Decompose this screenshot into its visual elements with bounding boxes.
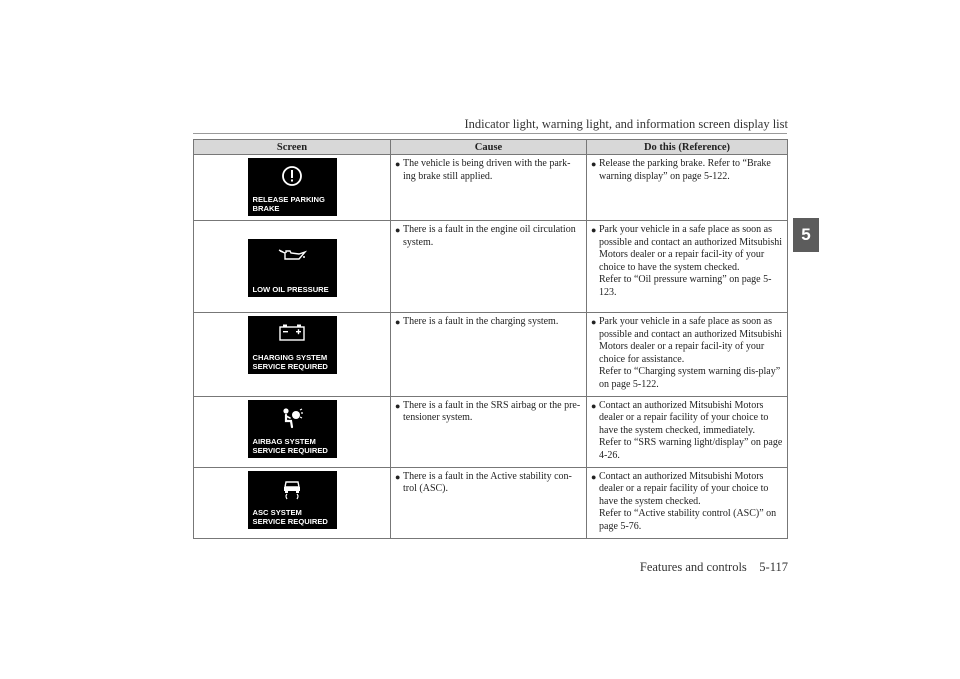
table-header-row bbox=[194, 140, 788, 155]
action-cell: ● Contact an authorized Mitsubishi Motors dealer or a repair facility of your choice to have the system checked. Refer to “Active stability control (ASC)” on page 5-76. bbox=[587, 467, 788, 538]
table-row bbox=[194, 221, 788, 313]
display-screen bbox=[248, 239, 337, 297]
display-screen bbox=[248, 316, 337, 374]
action-text: Release the parking brake. Refer to “Brake warning display” on page 5-122. bbox=[599, 158, 771, 182]
cause-cell: ● There is a fault in the engine oil circulation system. bbox=[391, 221, 587, 313]
page-footer bbox=[640, 560, 788, 575]
column-header-screen: Screen bbox=[194, 140, 391, 155]
action-text: Park your vehicle in a safe place as soon as possible and contact an authorized Mitsubishi Motors dealer or a repair facil-ity of your choice for assistance. Refer to “Charging system warning dis-play” on page 5-122. bbox=[599, 316, 783, 390]
table-row bbox=[194, 396, 788, 467]
action-cell: ● Release the parking brake. Refer to “Brake warning display” on page 5-122. bbox=[587, 155, 788, 221]
screen-cell bbox=[194, 313, 391, 397]
screen-label: RELEASE PARKING BRAKE bbox=[252, 195, 325, 213]
column-header-action: Do this (Reference) bbox=[587, 140, 788, 155]
screen-label: LOW OIL PRESSURE bbox=[252, 285, 329, 294]
screen-label: CHARGING SYSTEM SERVICE REQUIRED bbox=[252, 353, 328, 371]
indicator-table bbox=[193, 139, 788, 539]
airbag-icon bbox=[280, 407, 304, 429]
cause-text: The vehicle is being driven with the park-ing brake still applied. bbox=[403, 158, 571, 182]
table-row bbox=[194, 313, 788, 397]
battery-icon bbox=[278, 323, 306, 341]
display-screen bbox=[248, 158, 337, 216]
page-header-title: Indicator light, warning light, and information screen display list bbox=[464, 117, 788, 131]
screen-cell bbox=[194, 396, 391, 467]
cause-cell: ● There is a fault in the SRS airbag or the pre-tensioner system. bbox=[391, 396, 587, 467]
table-row bbox=[194, 155, 788, 221]
screen-cell bbox=[194, 221, 391, 313]
skidding-car-icon bbox=[282, 478, 302, 500]
oil-can-icon bbox=[277, 246, 307, 262]
action-text: Contact an authorized Mitsubishi Motors dealer or a repair facility of your choice to have the system checked. Refer to “Active stability control (ASC)” on page 5-76. bbox=[599, 470, 777, 532]
screen-cell bbox=[194, 155, 391, 221]
action-text: Contact an authorized Mitsubishi Motors dealer or a repair facility of your choice to have the system checked, immediately. Refer to “SRS warning light/display” on page 4-26. bbox=[599, 399, 783, 461]
cause-text: There is a fault in the charging system. bbox=[403, 316, 559, 327]
footer-page-number: 5-117 bbox=[759, 560, 788, 574]
screen-label: AIRBAG SYSTEM SERVICE REQUIRED bbox=[252, 436, 328, 455]
cause-text: There is a fault in the SRS airbag or the pre-tensioner system. bbox=[403, 399, 581, 424]
cause-cell: ● There is a fault in the charging system. bbox=[391, 313, 587, 397]
display-screen bbox=[248, 471, 337, 529]
screen-label: ASC SYSTEM SERVICE REQUIRED bbox=[252, 507, 328, 526]
action-text: Park your vehicle in a safe place as soon as possible and contact an authorized Mitsubishi Motors dealer or a repair facil-ity of your choice to have the system checked. Refer to “Oil pressure warning” on page 5-123. bbox=[599, 224, 783, 298]
exclamation-circle-icon bbox=[281, 165, 303, 187]
chapter-tab: 5 bbox=[793, 218, 819, 252]
action-cell: ● Contact an authorized Mitsubishi Motors dealer or a repair facility of your choice to have the system checked, immediately. Refer to “SRS warning light/display” on page 4-26. bbox=[587, 396, 788, 467]
cause-text: There is a fault in the engine oil circulation system. bbox=[403, 224, 576, 248]
footer-section: Features and controls bbox=[639, 560, 747, 574]
table-row bbox=[194, 467, 788, 538]
cause-text: There is a fault in the Active stability con-trol (ASC). bbox=[403, 470, 572, 495]
cause-cell: ● The vehicle is being driven with the park-ing brake still applied. bbox=[391, 155, 587, 221]
column-header-cause: Cause bbox=[391, 140, 587, 155]
screen-cell bbox=[194, 467, 391, 538]
cause-cell: ● There is a fault in the Active stability con-trol (ASC). bbox=[391, 467, 587, 538]
action-cell: ● Park your vehicle in a safe place as soon as possible and contact an authorized Mitsubishi Motors dealer or a repair facil-ity of your choice to have the system checked. Refer to “Oil pressure warning” on page 5-123. bbox=[587, 221, 788, 313]
header-divider bbox=[193, 133, 787, 134]
action-cell: ● Park your vehicle in a safe place as soon as possible and contact an authorized Mitsubishi Motors dealer or a repair facil-ity of your choice for assistance. Refer to “Charging system warning dis-play” on page 5-122. bbox=[587, 313, 788, 397]
display-screen bbox=[248, 400, 337, 458]
